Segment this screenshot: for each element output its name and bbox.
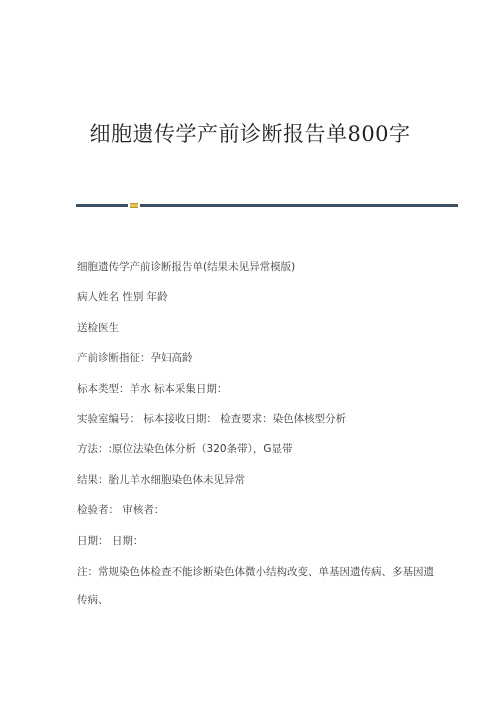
lab-number-line: 实验室编号： 标本接收日期： 检查要求：染色体核型分析 xyxy=(77,413,347,426)
report-subtitle: 细胞遗传学产前诊断报告单(结果未见异常模版) xyxy=(77,261,296,273)
patient-info-line: 病人姓名 性别 年龄 xyxy=(77,291,168,304)
specimen-type-line: 标本类型：羊水 标本采集日期： xyxy=(77,382,228,395)
divider-bar-right xyxy=(140,204,458,207)
note-line-1: 注：常规染色体检查不能诊断染色体微小结构改变、单基因遗传病、多基因遗 xyxy=(77,566,434,579)
divider-bar-left xyxy=(76,204,128,207)
date-line: 日期： 日期： xyxy=(77,534,144,547)
indication-line: 产前诊断指征：孕妇高龄 xyxy=(77,352,193,365)
title-divider xyxy=(76,203,458,208)
method-line: 方法：:原位法染色体分析（320条带），G显带 xyxy=(77,443,293,456)
note-paragraph xyxy=(77,558,457,614)
result-line: 结果：胎儿羊水细胞染色体未见异常 xyxy=(77,473,245,486)
examiner-line: 检验者： 审核者： xyxy=(77,504,165,517)
divider-ornament-icon xyxy=(130,203,138,208)
referring-doctor-line: 送检医生 xyxy=(77,321,119,334)
report-body xyxy=(77,252,457,614)
note-line-2: 传病、 xyxy=(77,594,109,607)
document-title: 细胞遗传学产前诊断报告单800字 xyxy=(89,122,411,146)
